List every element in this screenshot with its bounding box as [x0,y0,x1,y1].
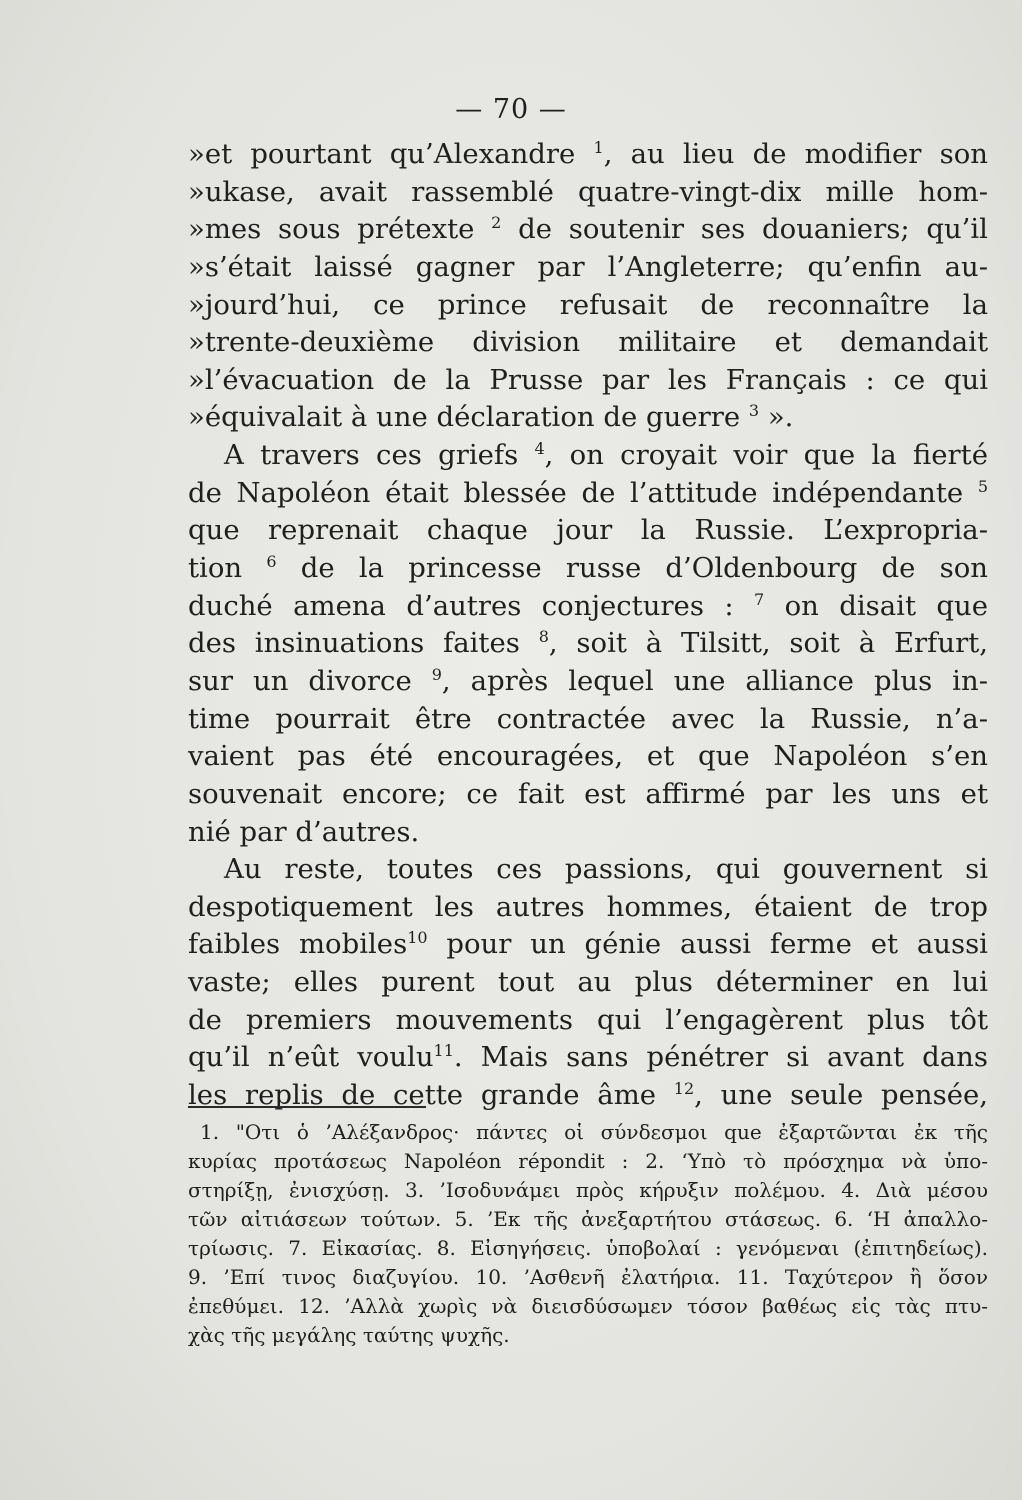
text-line: tion $^6$ de la princesse russe d’Oldenbourg de son [188,551,988,585]
footnote-line: ἐπεθύμει. 12. ’Αλλὰ χωρὶς νὰ διεισδύσωμεν τόσον βαθέως εἰς τὰς πτυ- [188,1294,988,1318]
text-line: de Napoléon était blessée de l’attitude indépendante $^5$ [188,476,988,509]
paragraph-start-line: Au reste, toutes ces passions, qui gouvernent si [224,853,988,886]
text-line: »s’était laissé gagner par l’Angleterre; qu’enfin au- [188,250,988,283]
text-line: faibles mobiles$^{10}$ pour un génie aussi ferme et aussi [188,928,988,961]
text-line: »et pourtant qu’Alexandre $^1$, au lieu de modifier son [188,137,988,170]
text-line: »trente-deuxième division militaire et demandait [188,326,988,359]
footnote-line: τρίωσις. 7. Εἰκασίας. 8. Εἰσηγήσεις. ὑποβολαί : γενόμεναι (ἐπιτηδείως). [188,1236,988,1260]
text-line: vaient pas été encouragées, et que Napoléon s’en [188,740,988,773]
text-line: qu’il n’eût voulu$^{11}$. Mais sans pénétrer si avant dans [188,1041,988,1074]
text-line: que reprenait chaque jour la Russie. L’expropria- [188,514,988,547]
footnote-line: 1. "Οτι ὁ ’Αλέξανδρος· πάντες οἱ σύνδεσμοι que ἐξαρτῶνται ἐκ τῆς [200,1120,988,1144]
main-text [188,136,988,1115]
paragraph-start-line: A travers ces griefs $^4$, on croyait voir que la fierté [224,438,988,472]
text-line: de premiers mouvements qui l’engagèrent plus tôt [188,1003,988,1036]
footnote-line: τῶν αἰτιάσεων τούτων. 5. ’Εκ τῆς ἀνεξαρτήτου στάσεως. 6. ‘Η ἀπαλλο- [188,1207,988,1231]
text-line: nié par d’autres. [188,815,420,848]
page-number: — 70 — [455,94,567,125]
text-line: les replis de cette grande âme $^{12}$, une seule pensée, [188,1078,988,1112]
text-line: »mes sous prétexte $^2$ de soutenir ses douaniers; qu’il [188,213,988,246]
footnote-line: στηρίξῃ, ἐνισχύσῃ. 3. ’Ισοδυνάμει πρὸς κήρυξιν πολέμου. 4. Διὰ μέσου [188,1178,988,1202]
footnote-line: χὰς τῆς μεγάλης ταύτης ψυχῆς. [188,1323,510,1347]
footnote-line: 9. ’Επί τινος διαζυγίου. 10. ’Ασθενῆ ἐλατήρια. 11. Ταχύτερον ἢ ὅσον [188,1265,988,1289]
text-line: time pourrait être contractée avec la Russie, n’a- [188,702,988,735]
text-line: duché amena d’autres conjectures : $^7$ on disait que [188,589,989,622]
text-line: vaste; elles purent tout au plus déterminer en lui [188,966,988,999]
text-line: »équivalait à une déclaration de guerre $^3$ ». [188,401,794,434]
text-line: des insinuations faites $^8$, soit à Tilsitt, soit à Erfurt, [188,627,989,660]
text-line: sur un divorce $^9$, après lequel une alliance plus in- [188,664,988,697]
text-line: »l’évacuation de la Prusse par les Français : ce qui [188,363,988,396]
text-line: »jourd’hui, ce prince refusait de reconnaître la [188,288,988,321]
text-line: souvenait encore; ce fait est affirmé par les uns et [188,777,988,810]
footnote-separator [188,1106,426,1108]
footnote-line: κυρίας προτάσεως Napoléon répondit : 2. ‘Υπὸ τὸ πρόσχημα νὰ ὑπο- [188,1149,988,1173]
text-line: despotiquement les autres hommes, étaient de trop [188,890,988,923]
footnotes [188,1118,988,1350]
text-line: »ukase, avait rassemblé quatre-vingt-dix mille hom- [188,175,988,208]
